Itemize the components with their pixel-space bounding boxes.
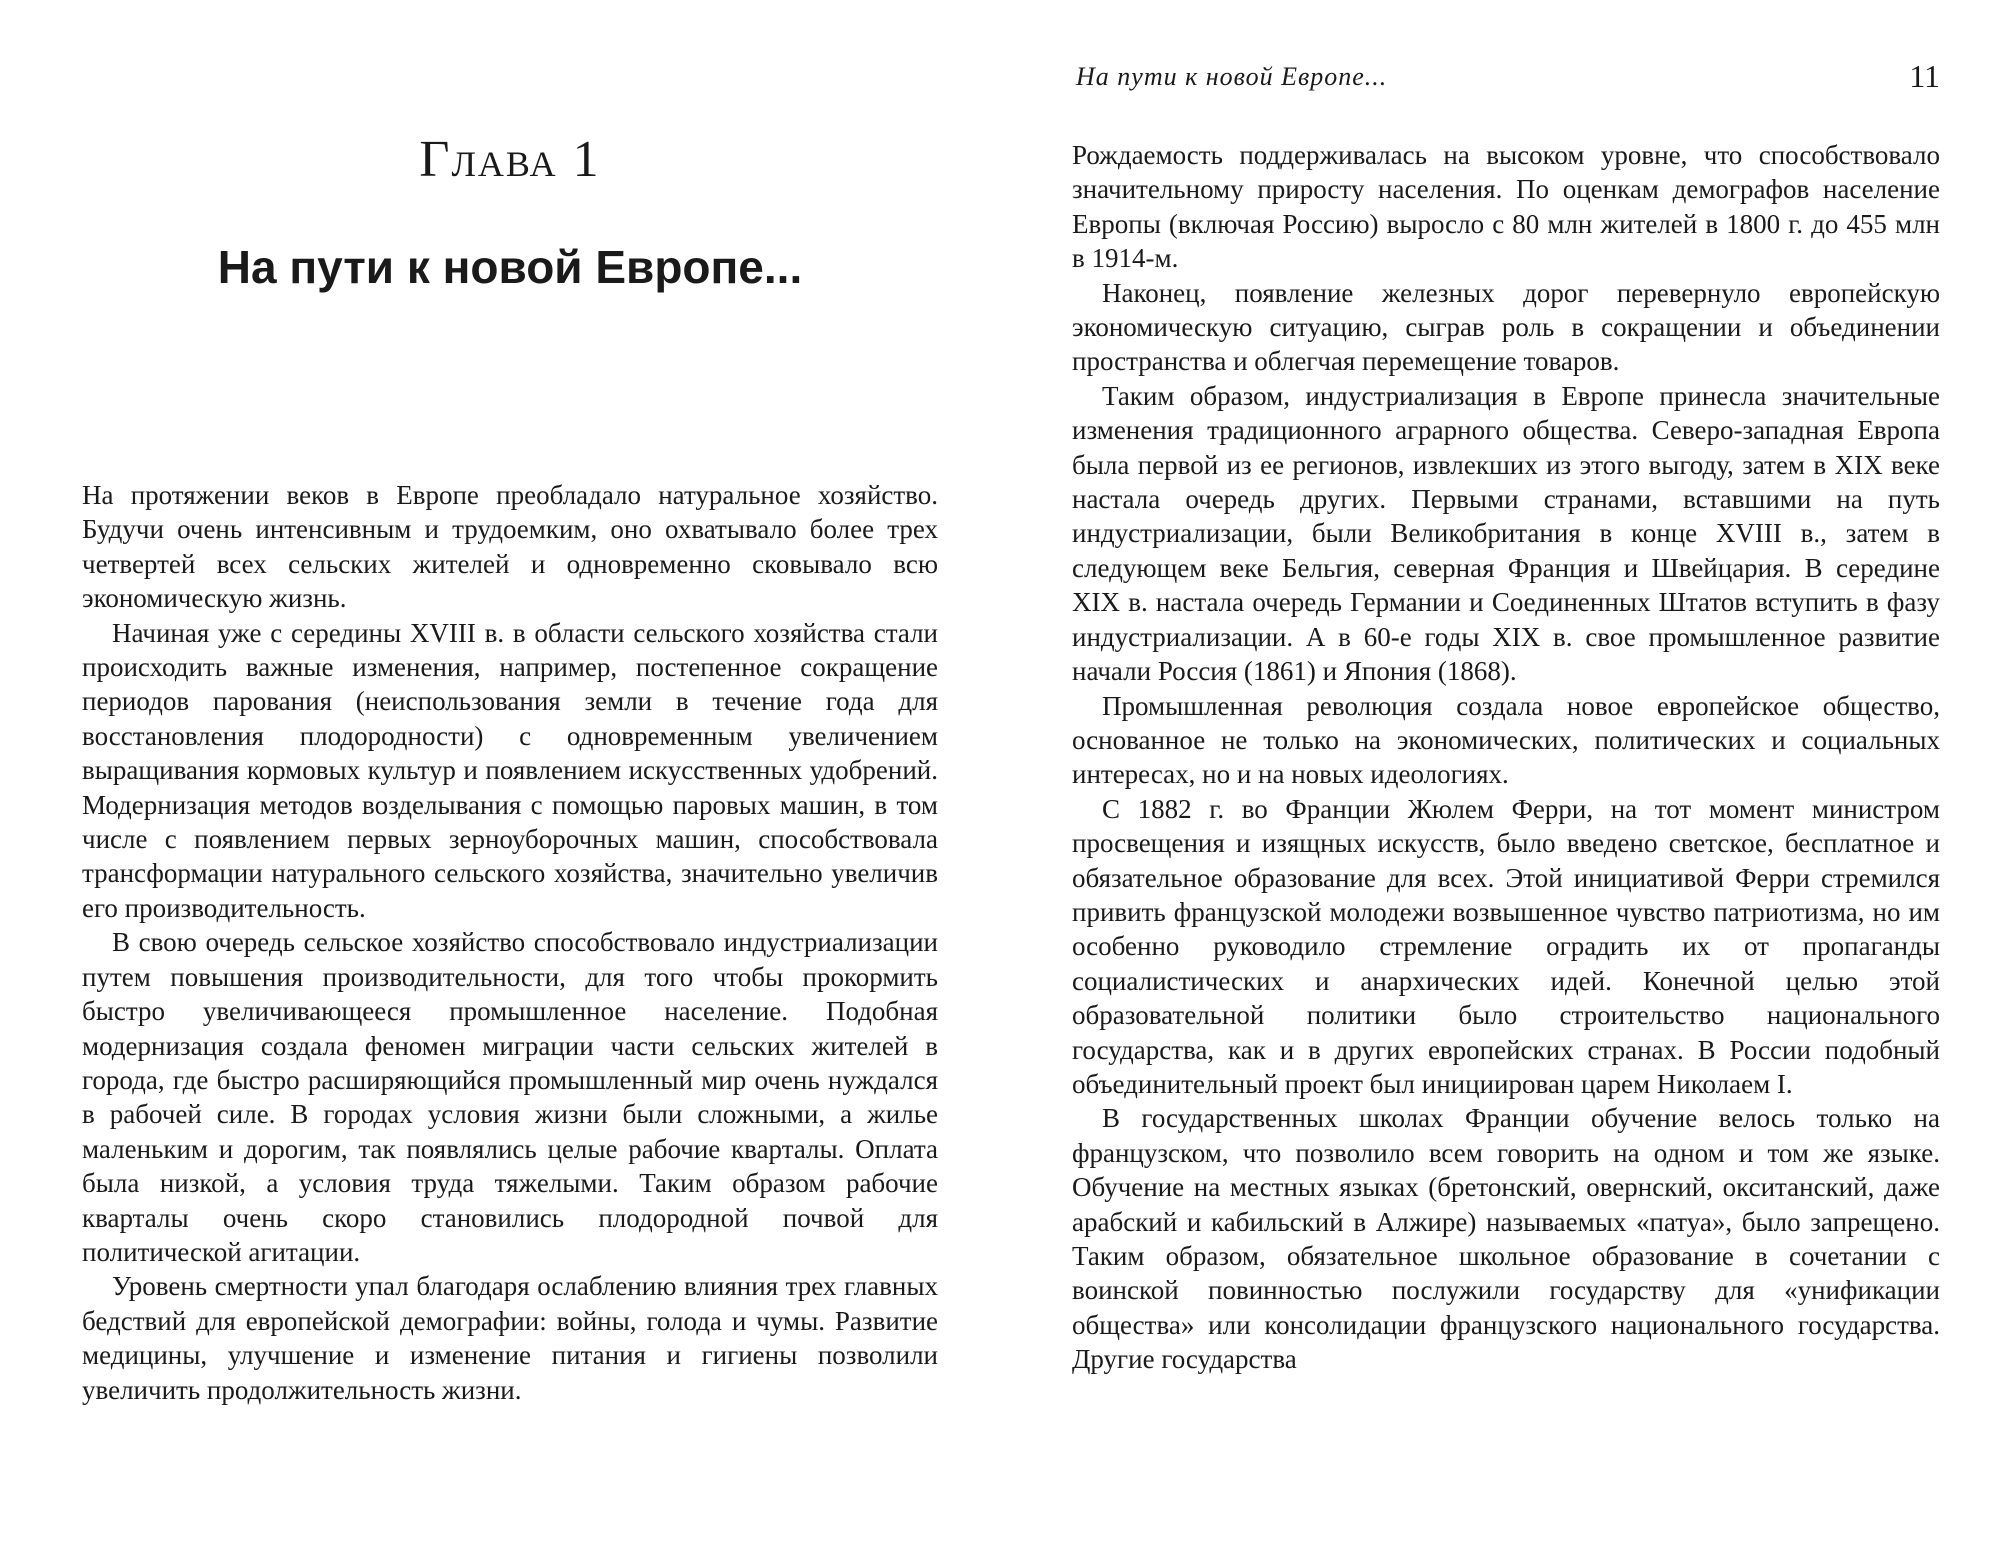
paragraph: Промышленная революция создала новое европейское общество, основанное не только на экономических, политических и социальных интересах, но и на новых идеологиях. [1072,690,1940,790]
running-head: На пути к новой Европе... [1076,62,1388,91]
paragraph: Таким образом, индустриализация в Европе принесла значительные изменения традиционного аграрного общества. Северо-западная Европа была первой из ее регионов, извлекших из этого выгоду, затем в XIX веке настала очередь других. Первыми странами, вставшими на путь индустриализации, были Великобритания в конце XVIII в., затем в следующем веке Бельгия, северная Франция и Швейцария. В середине XIX в. настала очередь Германии и Соединенных Штатов вступить в фазу индустриализации. А в 60-е годы XIX в. свое промышленное развитие начали Россия (1861) и Япония (1868). [1072,380,1940,687]
paragraph: С 1882 г. во Франции Жюлем Ферри, на тот момент министром просвещения и изящных искусств, было введено светское, бесплатное и обязательное образование для всех. Этой инициативой Ферри стремился привить французской молодежи возвышенное чувство патриотизма, но им особенно руководило стремление оградить их от пропаганды социалистических и анархических идей. Конечной целью этой образовательной политики было строительство национального государства, как и в других европейских странах. В России подобный объединительный проект был инициирован царем Николаем I. [1072,793,1940,1099]
paragraph: В государственных школах Франции обучение велось только на французском, что позволило всем говорить на одном и том же языке. Обучение на местных языках (бретонский, овернский, окситанский, даже арабский и кабильский в Алжире) называемых «патуа», было запрещено. Таким образом, обязательное школьное образование в сочетании с воинской повинностью послужили государству для «унификации общества» или консолидации французского национального государства. Другие государства [1072,1103,1940,1375]
paragraph: Наконец, появление железных дорог перевернуло европейскую экономическую ситуацию, сыграв роль в сокращении и объединении пространства и облегчая перемещение товаров. [1072,277,1940,377]
paragraph: Уровень смертности упал благодаря ослаблению влияния трех главных бедствий для европейской демографии: войны, голода и чумы. Развитие медицины, улучшение и изменение питания и гигиены позволили увеличить продолжительность жизни. [82,1271,938,1405]
right-page-body [1072,138,1940,1377]
chapter-label: Глава 1 [419,131,601,188]
left-page-body [82,478,938,1407]
paragraph: Начиная уже с середины XVIII в. в области сельского хозяйства стали происходить важные изменения, например, постепенное сокращение периодов парования (неиспользования земли в течение года для восстановления плодородности) с одновременным увеличением выращивания кормовых культур и появлением искусственных удобрений. Модернизация методов возделывания с помощью паровых машин, в том числе с появлением первых зерноуборочных машин, способствовала трансформации натурального сельского хозяйства, значительно увеличив его производительность. [82,617,938,923]
right-page [1000,0,2000,1556]
paragraph: В свою очередь сельское хозяйство способствовало индустриализации путем повышения производительности, для того чтобы прокормить быстро увеличивающееся промышленное население. Подобная модернизация создала феномен миграции части сельских жителей в города, где быстро расширяющийся промышленный мир очень нуждался в рабочей силе. В городах условия жизни были сложными, а жилье маленьким и дорогим, так появлялись целые рабочие кварталы. Оплата была низкой, а условия труда тяжелыми. Таким образом рабочие кварталы очень скоро становились плодородной почвой для политической агитации. [82,927,938,1267]
page-number: 11 [1909,58,1940,94]
paragraph: На протяжении веков в Европе преобладало натуральное хозяйство. Будучи очень интенсивным и трудоемким, оно охватывало более трех четвертей всех сельских жителей и одновременно сковывало всю экономическую жизнь. [82,480,938,614]
paragraph: Рождаемость поддерживалась на высоком уровне, что способствовало значительному приросту населения. По оценкам демографов население Европы (включая Россию) выросло с 80 млн жителей в 1800 г. до 455 млн в 1914-м. [1072,140,1940,274]
chapter-title: На пути к новой Европе... [217,241,803,293]
